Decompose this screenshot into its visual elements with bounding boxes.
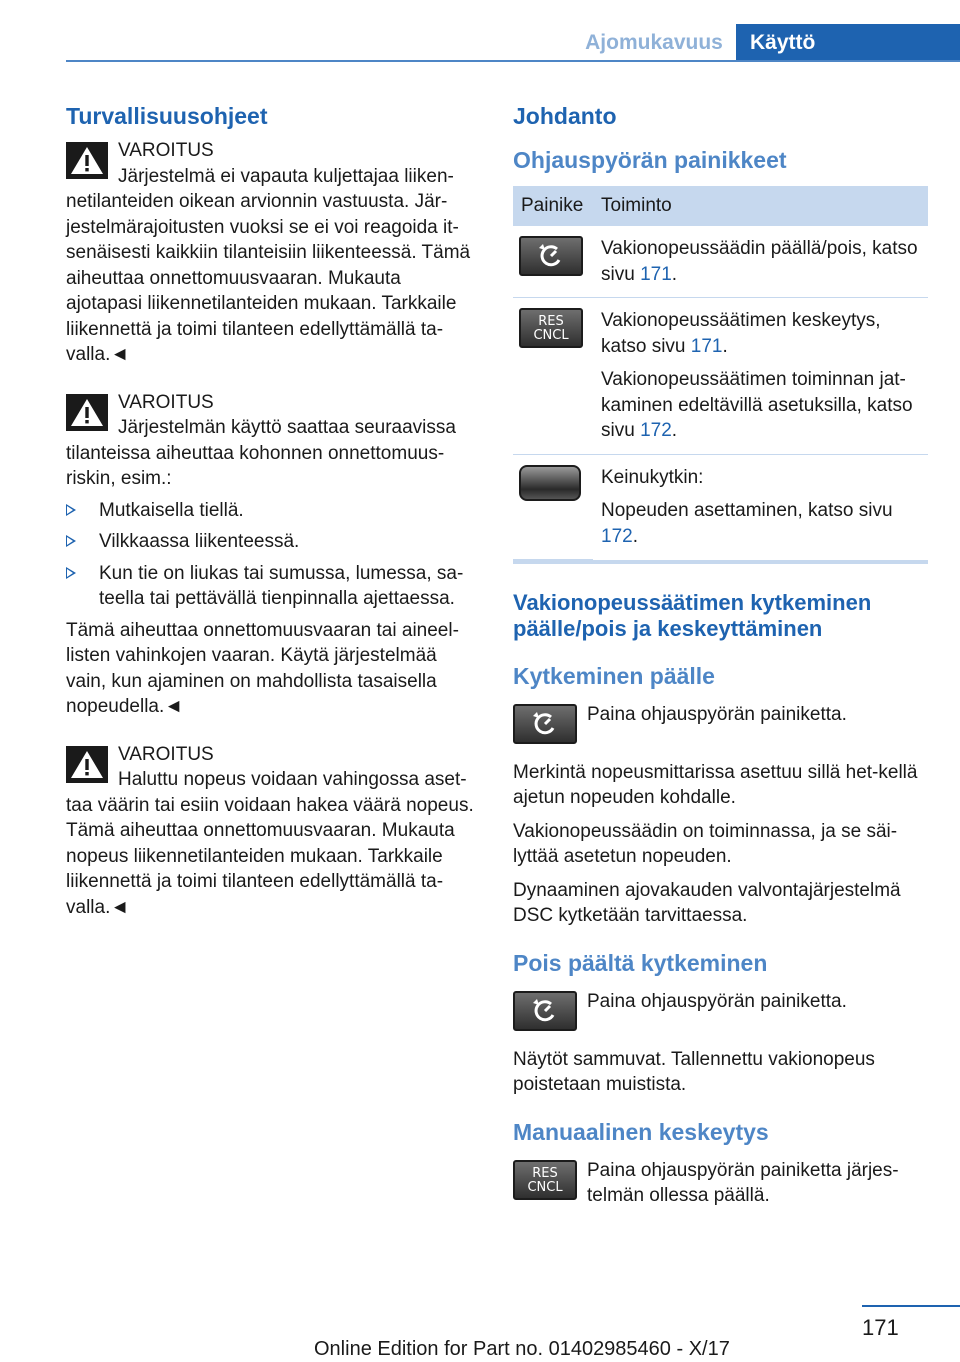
instruction-text: Paina ohjauspyörän painiketta järjes-telmän ollessa päällä. <box>587 1159 899 1206</box>
page-link[interactable]: 171 <box>690 335 723 357</box>
table-row <box>513 226 928 298</box>
warning-triangle-icon <box>66 394 108 431</box>
safety-heading: Turvallisuusohjeet <box>66 103 268 129</box>
switch-on-heading: Kytkeminen päälle <box>513 662 715 689</box>
cruise-control-button-icon <box>519 236 583 276</box>
paragraph: Dynaaminen ajovakauden valvontajärjestelmä DSC kytketään tarvittaessa. <box>513 879 901 926</box>
page-link[interactable]: 171 <box>640 263 672 285</box>
bullet-arrow-icon <box>66 535 76 547</box>
instruction-text: Paina ohjauspyörän painiketta. <box>587 990 847 1012</box>
switch-off-heading: Pois päältä kytkeminen <box>513 949 768 976</box>
buttons-table <box>513 186 928 560</box>
steering-buttons-heading: Ohjauspyörän painikkeet <box>513 147 787 173</box>
warning-block <box>66 390 478 720</box>
instruction-row <box>513 1158 928 1209</box>
instruction-text: Paina ohjauspyörän painiketta. <box>587 703 847 725</box>
warning-triangle-icon <box>66 142 108 179</box>
warning-first-line: Järjestelmän käyttö saattaa seuraavissa <box>118 417 456 438</box>
list-item: Kun tie on liukas tai sumussa, lumessa, sa-teella tai pettävällä tienpinnalla ajettaessa. <box>66 561 478 612</box>
bullet-arrow-icon <box>66 567 76 579</box>
footer-rule <box>862 1305 960 1307</box>
table-row <box>513 298 928 455</box>
warning-consequence: Tämä aiheuttaa onnettomuusvaaran tai aineel-listen vahinkojen vaaran. Käytä järjestelmää vain, kun ajaminen on mahdollista tasaisella nopeudella.◄ <box>66 619 459 717</box>
table-row <box>513 454 928 559</box>
res-cncl-button-icon: RES CNCL <box>519 308 583 348</box>
active-tab: Käyttö <box>736 24 960 62</box>
warning-body: taa väärin tai esiin voidaan hakea väärä nopeus. Tämä aiheuttaa onnettomuusvaaran. Mukauta nopeus liikennetilanteiden mukaan. Tarkkaile liikennettä ja toimi tilanteen edellyttämällä ta-valla.◄ <box>66 794 474 918</box>
warning-block <box>66 138 478 368</box>
function-text: Vakionopeussäätimen toiminnan jat-kaminen edeltävillä asetuksilla, katso sivu 172. <box>601 369 913 441</box>
paragraph: Vakionopeussäädin on toiminnassa, ja se säi-lyttää asetetun nopeuden. <box>513 820 898 867</box>
right-column <box>513 100 928 1223</box>
rocker-switch-icon <box>519 465 581 501</box>
section-tab: Ajomukavuus <box>585 31 723 54</box>
page-link[interactable]: 172 <box>640 420 672 441</box>
cruise-control-button-icon <box>513 991 577 1031</box>
res-cncl-button-icon: RES CNCL <box>513 1160 577 1200</box>
warning-body: netilanteiden oikean arvionnin vastuusta. Jär-jestelmärajoitusten vuoksi se ei voi reagoida it-senäisesti kaikkiin tilanteisiin liikenteessä. Tämä aiheuttaa onnettomuusvaaran. Mukauta ajotapasi liikennetilanteiden mukaan. Tarkkaile liikennettä ja toimi tilanteen edellyttämällä ta-valla.◄ <box>66 191 471 365</box>
header-rule <box>66 60 960 62</box>
manual-interrupt-heading: Manuaalinen keskeytys <box>513 1118 769 1145</box>
left-column <box>66 100 478 920</box>
column-header-function: Toiminto <box>593 186 928 226</box>
function-text: Vakionopeussäätimen keskeytys, katso sivu 171. <box>601 310 881 357</box>
warning-title: VAROITUS <box>118 140 214 161</box>
bullet-arrow-icon <box>66 504 76 516</box>
list-item: Vilkkaassa liikenteessä. <box>66 529 478 555</box>
edition-note: Online Edition for Part no. 01402985460 - X/17 <box>314 1338 730 1360</box>
warning-title: VAROITUS <box>118 391 214 413</box>
warning-title: VAROITUS <box>118 743 214 765</box>
warning-first-line: Järjestelmä ei vapauta kuljettajaa liiken- <box>118 165 454 187</box>
instruction-row <box>513 702 928 746</box>
cruise-control-button-icon <box>513 704 577 744</box>
instruction-row <box>513 989 928 1033</box>
page-header <box>0 0 960 62</box>
list-item: Mutkaisella tiellä. <box>66 498 478 524</box>
function-text: Nopeuden asettaminen, katso sivu 172. <box>601 500 893 547</box>
warning-body: tilanteissa aiheuttaa kohonnen onnettomuus-riskin, esim.: <box>66 442 445 489</box>
warning-block <box>66 742 478 921</box>
section-title: Vakionopeussäätimen kytkeminen päälle/pois ja keskeyttäminen <box>513 589 872 641</box>
column-header-button: Painike <box>513 186 593 226</box>
intro-heading: Johdanto <box>513 103 617 129</box>
bullet-list <box>66 498 478 612</box>
warning-first-line: Haluttu nopeus voidaan vahingossa aset- <box>118 769 467 790</box>
table-header-row <box>513 186 928 226</box>
page-link[interactable]: 172 <box>601 525 633 547</box>
function-text: Keinukytkin: <box>601 466 704 488</box>
paragraph: Merkintä nopeusmittarissa asettuu sillä het-kellä ajetun nopeuden kohdalle. <box>513 761 918 808</box>
paragraph: Näytöt sammuvat. Tallennettu vakionopeus poistetaan muistista. <box>513 1048 875 1095</box>
page-number: 171 <box>862 1315 899 1340</box>
warning-triangle-icon <box>66 746 108 783</box>
function-text: Vakionopeussäädin päällä/pois, katso sivu 171. <box>601 238 918 285</box>
